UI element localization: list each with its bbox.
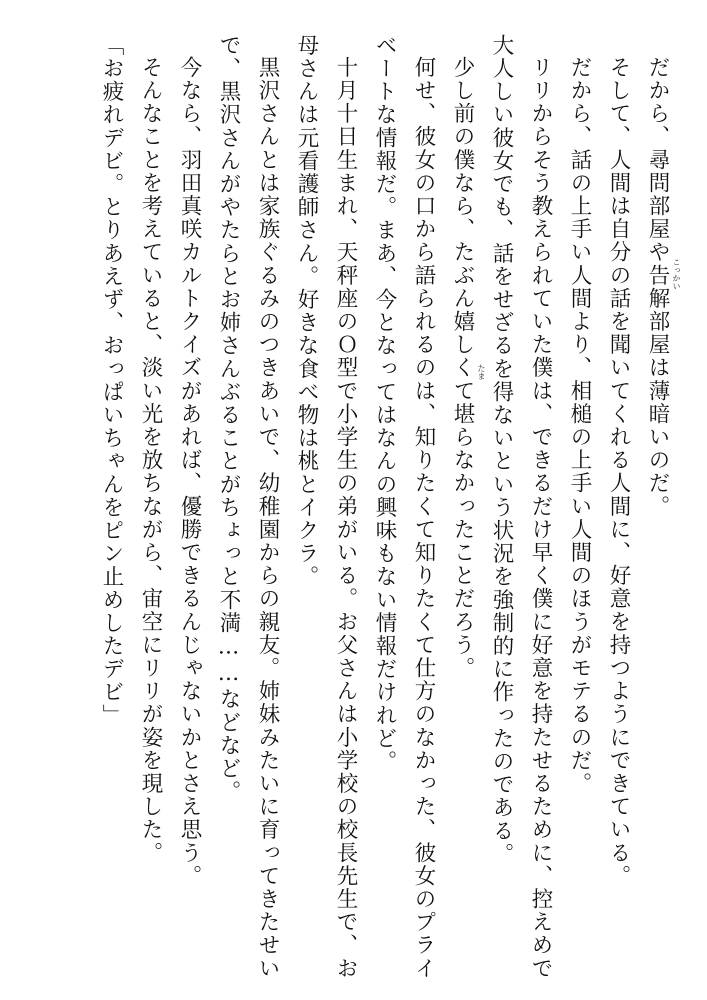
ruby-tama: たま	[477, 364, 486, 380]
text-line-4: リリからそう教えられていた僕は、できるだけ早く僕に好意を持たせるために、控えめで	[528, 56, 553, 980]
text-line-15: 「お疲れデビ。とりあえず、おっぱいちゃんをピン止めしたデビ」	[99, 34, 124, 727]
text-line-10: 母さんは元看護師さん。好きな食べ物は桃とイクラ。	[294, 34, 319, 589]
text-line-12: で、黒沢さんがやたらとお姉さんぶることがちょっと不満……などなど。	[216, 34, 241, 804]
text-line-5: 大人しい彼女でも、話をせざるを得ないという状況を強制的に作ったのである。	[489, 34, 514, 866]
text-line-9: 十月十日生まれ、天秤座のＯ型で小学生の弟がいる。お父さんは小学校の校長先生で、お	[333, 56, 358, 980]
text-line-14: そんなことを考えていると、淡い光を放ちながら、宙空にリリが姿を現した。	[138, 56, 163, 865]
text-line-8: ベートな情報だ。まあ、今となってはなんの興味もない情報だけれど。	[372, 34, 397, 774]
text-line-7: 何せ、彼女の口から語られるのは、知りたくて知りたくて仕方のなかった、彼女のプライ	[411, 56, 436, 980]
text-line-13: 今なら、羽田真咲カルトクイズがあれば、優勝できるんじゃないかとさえ思う。	[177, 56, 202, 888]
text-line-1: だから、尋問部屋や告解部屋は薄暗いのだ。	[645, 56, 670, 518]
text-line-2: そして、人間は自分の話を聞いてくれる人間に、好意を持つようにできている。	[606, 56, 631, 888]
text-line-11: 黒沢さんとは家族ぐるみのつきあいで、幼稚園からの親友。姉妹みたいに育ってきたせい	[255, 56, 280, 980]
text-line-3: だから、話の上手い人間より、相槌の上手い人間のほうがモテるのだ。	[567, 56, 592, 796]
text-line-6: 少し前の僕なら、たぶん嬉しくて堪らなかったことだろう。	[450, 56, 475, 680]
ruby-kokkai: こっかい	[672, 258, 681, 290]
